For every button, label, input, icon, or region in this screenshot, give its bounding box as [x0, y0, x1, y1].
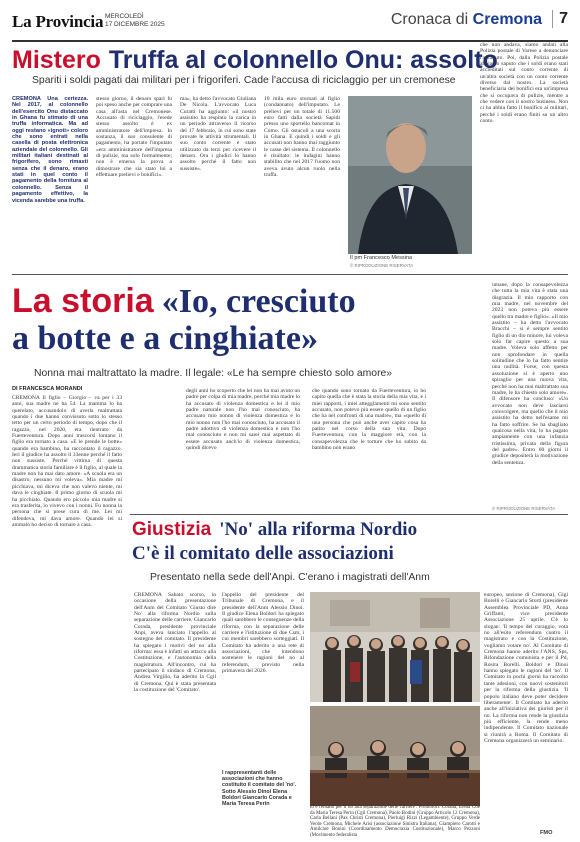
- story3-headline-block: [132, 519, 562, 575]
- story1-kicker: Mistero: [12, 46, 101, 74]
- story2-column-3: che quando sono tornato da Fuerteventura, io ho capito quella che è stata la storia della mia vita, e i miei rapporti, i miei atteggiamenti mi sono sentito accusato, non potevo più essere quello di un figlio che ha nel confronti di una madre», ma «quello di una persona che può anche aver capito cosa ha patito nel corso della sua vita. Dopo Fuerteventura, con la maggiore età, con la consapevolezza che le torture che ho subito da bambino non erano: [312, 388, 426, 452]
- story1-credit: © RIPRODUZIONE RISERVATA: [350, 263, 414, 268]
- portrait-image: [348, 96, 472, 254]
- story3-subhead: Presentato nella sede dell'Anpi. C'erano i magistrati dell'Anm: [150, 572, 430, 583]
- story1-photo-caption: Il pm Francesco Messina: [350, 255, 413, 261]
- page-header: [12, 6, 568, 44]
- divider-2: [130, 514, 568, 515]
- story2-column-4: umane, dopo la consapevolezza che tutta la mia vita è stata una disgrazia. Il mio rapporto con mia madre, nel novembre del 2023 non poteva più essere quello tra madre e figlio». «Il mio assistito – ha detto l'avvocato Bracchi – si è sempre sentito figlio di un dio minore, lui voleva solo far capire questo a sua madre. Voleva solo affetto per non sprofondare in quella solitudine che lo ha fatto sentire una nullità. Forse, con questa assoluzione si è aperto uno spiraglio per una nuova vita, perché non ha mai maltrattato sua madre, le ha chiesto solo amore». Il difensore ha concluso: «Un avvocato non deve lasciarsi coinvolgere, ma quello che il mio assistito ha detto nell'esame mi ha fatto soffrire. Se ha sbagliato qualcosa nella vita, lo ha pagato ampiamente con una infanzia tristissima, privata della figura del padre». Entro 60 giorni il giudice depositerà la motivazione della sentenza.: [492, 282, 568, 466]
- issue-date: [105, 13, 165, 29]
- story2-headline-block: [12, 282, 492, 366]
- story2-credit: © RIPRODUZIONE RISERVATA: [492, 506, 556, 511]
- hidden-caption-anchor: [310, 708, 311, 709]
- divider-1: [12, 274, 568, 275]
- story3-column-4: europeo, sezione di Cremona), Gigi Borelli e Giancarlo Storti (presidente Assemblea Provinciale PD, Anna Griffanti, vice presidente Associazione 25 aprile. C'è lo slogan: 'Il tempo del coraggio, vota no all'esito referendum contro il magistrato e con la Costituzione, vogliamo votare no'. Al Comitato di Cremona hanno aderito l'ANS, Sps, Rifondazione comunista e per il Pd, Rosita Borelli. Boldori e Dinoi hanno spiegato le ragioni del 'no'. Il Comitato in pochi giorni ha raccolto tante adesioni, con nuovi sostenitori per la riforma della giustizia. 'Il popolo italiano deve poter decidere liberamente'. Il Comitato ha aderito anche all'iniziativa dei giuristi per il no. La riforma non rende la giustizia più efficiente, la rende meno indipendente. Il Comitato nazionale si riunirà a Roma. Il Comitato di Cremona organizzerà un seminario.: [484, 592, 568, 744]
- story1-photo: [348, 96, 472, 254]
- story3-speakers-photo: [310, 706, 480, 806]
- story1-text-1: CREMONA Una certezza. Nel 2017, al colonnello dell'esercito Onu distaccato in Ghana fu stimato di una truffa informatica. Ma ad oggi restano «ignoti» coloro che sono entrati nella casella di posta elettronica aziendale del colonnello. Gli militari italiani destinati al frigorifero, sono rimasti senza che il denaro, erano stati in quel conto il pagamento della fornitura al colonnello. Senza il pagamento effettivo, la vicenda sarebbe una truffa.: [12, 96, 88, 204]
- story2-byline: DI FRANCESCA MORANDI: [12, 386, 83, 392]
- story3-text-1: CREMONA Sabato scorso, in occasione della presentazione dell'Anm del Comitato 'Giusto dire No' alla riforma Nordio sulla separazione delle carriere, Giancarlo Corada, presidente provinciale Anpi, aveva lanciato l'appello al sostegno del comitato. Il presidente ha spiegato i motivi del no alla riforma: essa è infatti un attacco alla Costituzione, e l'autonomia della magistratura. All'incontro, cui ha partecipato il sindaco di Cremona, Andrea Virgilio, ha aderito la Cgil di Cremona, Qui è stata presentata la costituzione del 'Comitato'.: [134, 592, 216, 694]
- issue-full-date: 17 DICEMBRE 2025: [105, 21, 165, 28]
- story2-headline-line2: a botte e a cinghiate»: [12, 320, 318, 357]
- issue-weekday: MERCOLEDÌ: [105, 13, 144, 20]
- story3-photo-caption: I rappresentanti delle associazioni che hanno costituito il comitato del 'no'. Sotto Alessio Dinoi Elena Boldori Giancarlo Corada e Maria Teresa Perin: [222, 770, 304, 830]
- story3-headline-line2: C'è il comitato delle associazioni: [132, 543, 394, 564]
- section-prefix: Cronaca di: [390, 11, 469, 28]
- speakers-photo-image: [310, 706, 480, 806]
- story2-subhead: Nonna mai maltrattato la madre. Il legale: «Le ha sempre chiesto solo amore»: [34, 368, 393, 379]
- story1-column-5: che non andava, siamo andati alla Polizia postale di Varese a denunciare l'accaduto. Poi, dalla Polizia postale abbiamo saputo che i soldi erano stati accreditati sul conto corrente di un'altra società con un conto corrente diverso dal nostro. La società beneficiaria dei bonifici era un'impresa che si occupava di pulizie, mentre a che vedere con il nostro business. Non ci ha abbia fatto il bonifico ai militari, perché i soldi erano finiti su un altro conto.: [480, 42, 568, 125]
- section-city: Cremona: [472, 11, 542, 28]
- story3-column-1: [134, 592, 216, 828]
- story3-group-photo: [310, 592, 480, 702]
- story1-subhead: Spariti i soldi pagati dai militari per i frigoriferi. Cade l'accusa di riciclaggio per un cremonese: [32, 75, 456, 86]
- story1-column-2: stesso giorno, il denaro sparì fu poi speso anche per comprare una casa all'asta nel Cremonese. Accusato di riciclaggio, l'erede stesso assolto è ex amministratore dell'impresa. In sostanza, il suo consulente di pagamento, ha portato l'imputato «era amministratore dell'impresa di pulizie, ma solo formalmente; non è emersa la prova a dimostrare che sia stato lui a effettuare prelievi e bonifici».: [96, 96, 172, 179]
- story2-kicker: La storia: [12, 282, 154, 320]
- story2-text-1: CREMONA Il figlio – Giorgio – va per i 33 anni, sua madre ne ha 54. La mamma lo ha querelato, accusandolo di averla maltrattata quando i due hanno convissuto sotto lo stesso tetto per un certo periodo di tempo, dopo che il ragazzo, nel 2020, era rientrato da Fuerteventura. Dopo anni trascorsi lontano il figlio era tornato a casa. «E le prende le botte» quando era bambino, ha raccontato il ragazzo. Ieri il giudice ha assolto il 33enne perché il fatto non sussiste. Perché vittima di questa drammatica storia familiare è il figlio, al quale la madre non ha mai dato amore. «A scuola era un disastro, nessuno mi voleva». Mia madre mi picchiava, mi diceva che non valevo niente, mi dava le cinghiate. Il primo giorno di scuola mi ha picchiato. Quando ero piccolo mia madre si era trasferita, io vivevo con i nonni. Fu nonna la persona che si prese cura di me. Lei mi difendeva, mi dava amore. Quando lei si ammalò ho deciso di tornare a casa.: [12, 395, 122, 528]
- story3-kicker: Giustizia: [132, 519, 212, 540]
- story1-column-3: ma», ha detto l'avvocato Giuliana De Nicola. L'avvocato Luca Curatti ha aggiunto: «il nostro assistito ha respinto la carica in un periodo attraverso il ricorso del 17 febbraio, in cui sono state provate le attività strumentali. Il suo conto corrente è stato utilizzato da terzi per ricevere il denaro. Ora i giudici lo hanno assolto perché il fatto non sussiste».: [180, 96, 256, 172]
- group-photo-image: [310, 592, 480, 702]
- story3-column-3: to e remano per il no alla separazione delle carriere'. Promotori: Corada, Elena Coe da Maria Teresa Perin (Cgil Cremona), Paolo Bodini (Gruppo Articolo 12 Cremona), Carla Bellani (Pax Christi Cremona), Pierluigi Rizzi (Legambiente), Gruppo Verde Verde Cremona, Michele Arisi (associazione Sinistra Italiana), Giampiero Carotti e Amilcare Bonini (Coordinamento Democrazia Costituzionale), Marco Pezzoni (Movimento federalista: [310, 805, 480, 838]
- story3-headline-line1: 'No' alla riforma Nordio: [219, 519, 418, 540]
- story1-column-1: [12, 96, 88, 266]
- story3-column-2: l'appello del presidente del Tribunale di Cremona, e il presidente dell'Anm Alessio Dinoi. Il giudice Elena Boldori ha spiegato quali sarebbero le conseguenze della riforma, con la separazione delle carriere e l'istituzione di due Csm, i cui membri sarebbero sorteggiati. Il Comitato ha aderito a una rete di associazioni, che intendono sostenere le ragioni del no al referendum, previsto nella primavera del 2026.: [222, 592, 304, 675]
- page-number: 7: [552, 10, 568, 28]
- story2-column-2: degli anni ho scoperto che lei non ha mai avuto un padre per colpa di mia madre, perché mia madre lo ha accusato di violenza domestica e lei il mio padre naturale non l'ho mai conosciuto, ha accusato mio nonno di violenza domestica e lo mio nonno non l'ho mai conosciuto, ha accusato il padre adottivo di violenza domestica e non l'ho mai conosciuto e non mi sarei mai aspettato di essere accusato anch'io di violenza domestica, quindi dicevo: [186, 388, 300, 452]
- newspaper-logo: La Provincia: [12, 12, 104, 31]
- story2-headline-line1: «Io, cresciuto: [161, 283, 356, 320]
- story2-column-1: [12, 395, 122, 825]
- story3-credit: FMO: [540, 830, 553, 836]
- section-title: [391, 11, 542, 29]
- story1-column-4: 10 mila euro stornati al figlio (condannato) dell'imputato. Le prelievi per un totale di 11.500 euro fatti dalla società Sapidi presso uno sportello bancomat in Como. Gli ostacoli a una scorta in Ghana. E quindi i soldi e gli accusati non hanno mai raggiunto le casse del sistema. Il colonnello è risultato: le indagini hanno stabilito che nel 2017 l'uomo non aveva avuto alcun ruolo nella truffa.: [264, 96, 340, 179]
- story1-headline: Truffa al colonnello Onu: assolto: [108, 46, 498, 74]
